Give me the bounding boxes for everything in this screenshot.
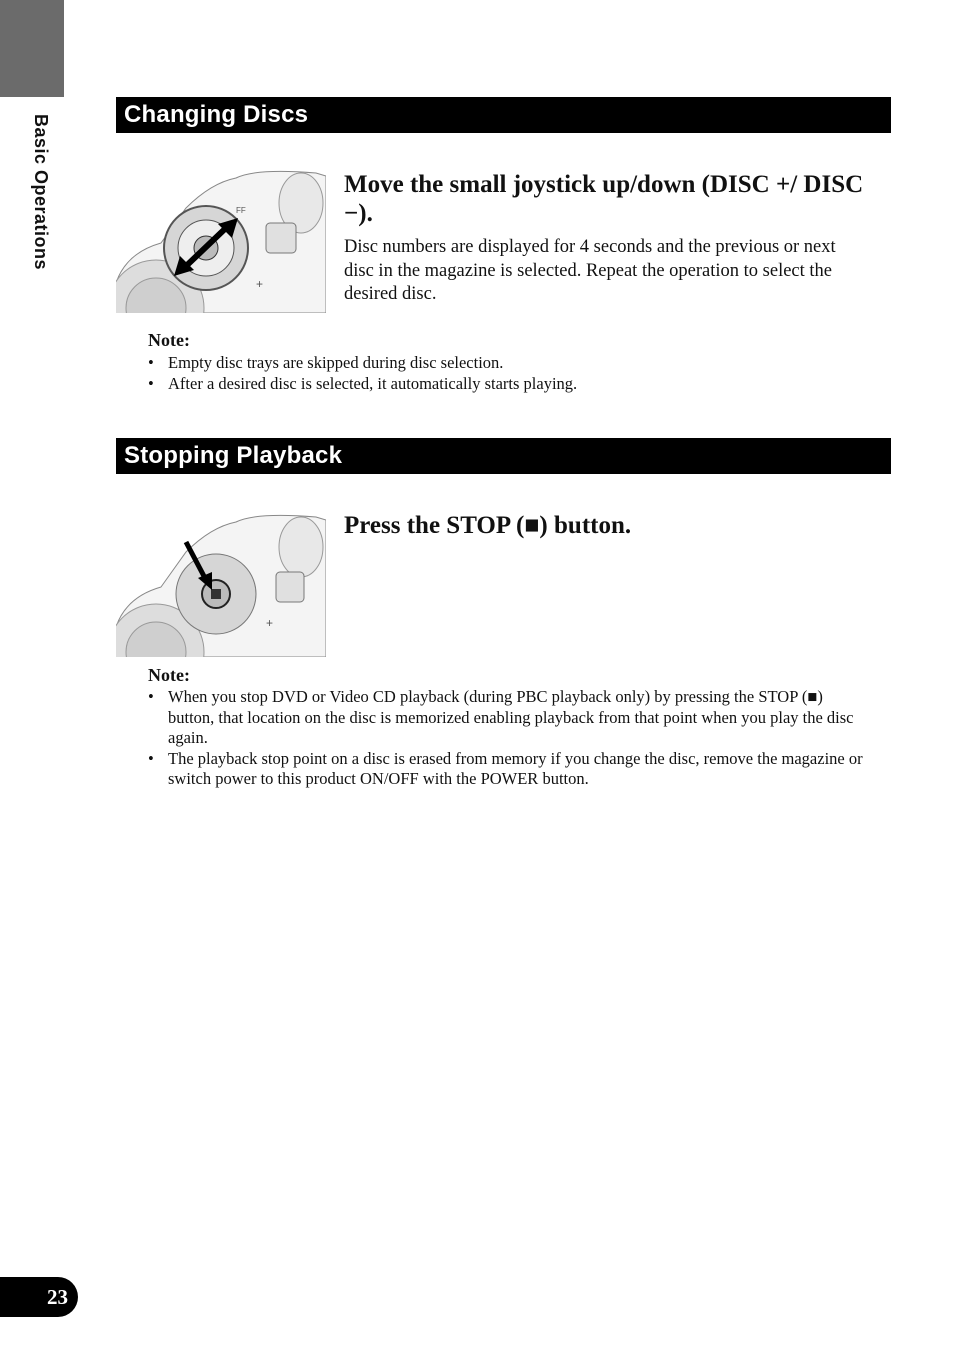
instruction-heading-joystick: Move the small joystick up/down (DISC +/ DISC −). [344, 171, 864, 227]
svg-text:+: + [266, 616, 274, 630]
svg-text:+: + [256, 277, 264, 291]
joystick-disc-illustration [116, 168, 326, 313]
remote-stop-icon [116, 512, 326, 657]
note-item: • After a desired disc is selected, it automatically starts playing. [148, 374, 868, 395]
note-item: • Empty disc trays are skipped during disc selection. [148, 353, 868, 374]
note-item: • When you stop DVD or Video CD playback (during PBC playback only) by pressing the STOP (■) button, that location on the disc is memorized enabling playback from that point when you play the disc again. [148, 687, 868, 749]
section-heading-changing-discs: Changing Discs [116, 97, 891, 133]
section-tab-marker [0, 0, 64, 97]
section-heading-stopping-playback: Stopping Playback [116, 438, 891, 474]
note-title: Note: [148, 330, 190, 350]
note-title: Note: [148, 665, 190, 685]
note-list [148, 353, 868, 394]
page-number: 23 [0, 1277, 78, 1317]
svg-text:FF: FF [236, 206, 246, 215]
section-side-label: Basic Operations [31, 114, 51, 271]
instruction-description: Disc numbers are displayed for 4 seconds and the previous or next disc in the magazine is selected. Repeat the operation to select the desired disc. [344, 237, 836, 304]
stop-button-illustration [116, 512, 326, 657]
note-list [148, 687, 868, 790]
note-item: • The playback stop point on a disc is erased from memory if you change the disc, remove the magazine or switch power to this product ON/OFF with the POWER button. [148, 749, 868, 790]
instruction-heading-stop: Press the STOP (■) button. [344, 512, 632, 539]
remote-joystick-icon [116, 168, 326, 313]
